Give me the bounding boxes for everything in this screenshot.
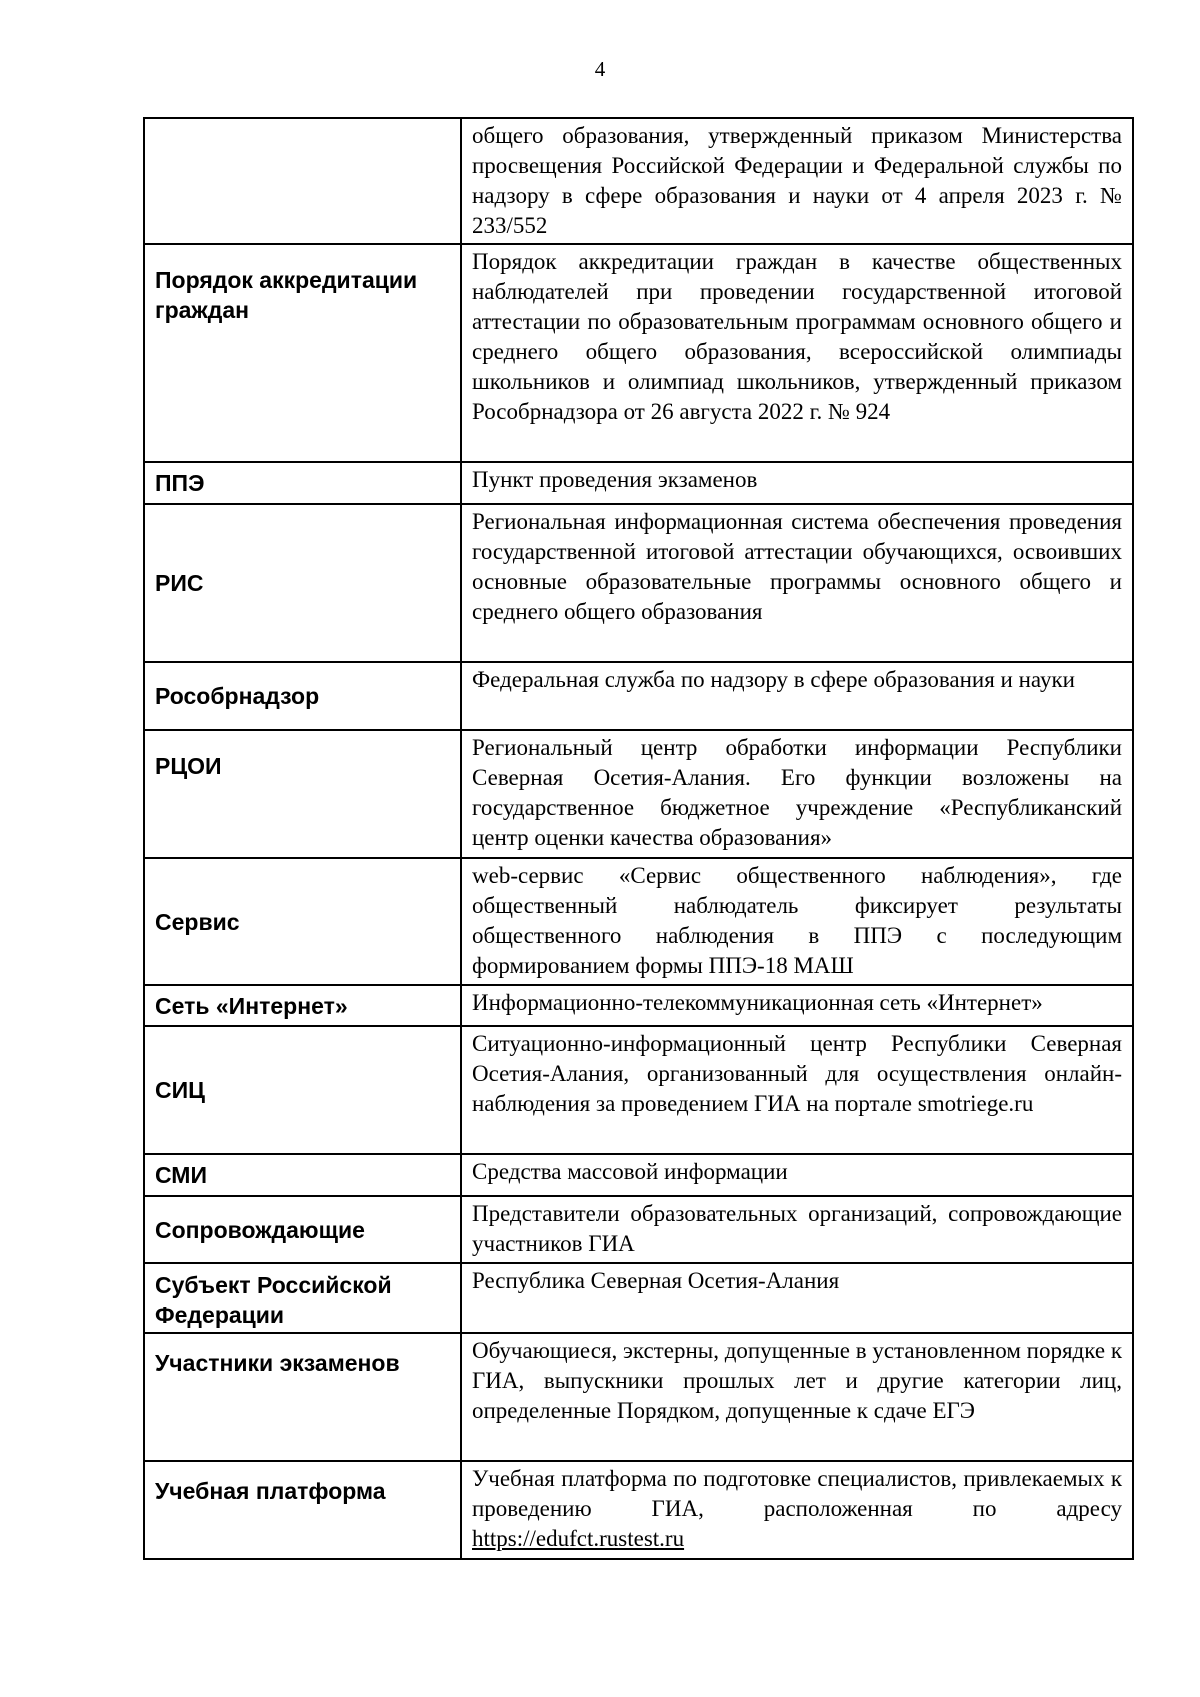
term: РИС bbox=[155, 570, 204, 596]
table-row bbox=[144, 662, 1133, 730]
term: Участники экзаменов bbox=[155, 1350, 400, 1376]
definition-cell bbox=[461, 1196, 1133, 1263]
term-cell bbox=[144, 504, 461, 662]
table-row bbox=[144, 462, 1133, 504]
definition: Федеральная служба по надзору в сфере образования и науки bbox=[472, 667, 1075, 692]
definition-cell bbox=[461, 1461, 1133, 1559]
definition: Порядок аккредитации граждан в качестве общественных наблюдателей при проведении государственной итоговой аттестации по образовательным программам основного общего и среднего общего образования, всероссийской олимпиады школьников и олимпиад школьников, утвержденный приказом Рособрнадзора от 26 августа 2022 г. № 924 bbox=[472, 249, 1122, 424]
term-cell bbox=[144, 1154, 461, 1196]
term-cell bbox=[144, 244, 461, 462]
term-cell bbox=[144, 1461, 461, 1559]
term-cell bbox=[144, 118, 461, 244]
table-row bbox=[144, 985, 1133, 1026]
definition: Средства массовой информации bbox=[472, 1159, 788, 1184]
term-cell bbox=[144, 858, 461, 985]
definition: Региональная информационная система обеспечения проведения государственной итоговой аттестации обучающихся, освоивших основные образовательные программы основного общего и среднего общего образования bbox=[472, 509, 1122, 624]
definition: общего образования, утвержденный приказом Министерства просвещения Российской Федерации и Федеральной службы по надзору в сфере образования и науки от 4 апреля 2023 г. № 233/552 bbox=[472, 123, 1122, 238]
term: Порядок аккредитации граждан bbox=[155, 267, 418, 323]
term: СМИ bbox=[155, 1162, 207, 1188]
term-cell bbox=[144, 462, 461, 504]
definition-cell bbox=[461, 118, 1133, 244]
definition-cell bbox=[461, 1263, 1133, 1333]
definition: Пункт проведения экзаменов bbox=[472, 467, 758, 492]
term: ППЭ bbox=[155, 470, 205, 496]
definition: Региональный центр обработки информации Республики Северная Осетия-Алания. Его функции возложены на государственное бюджетное учреждение «Республиканский центр оценки качества образования» bbox=[472, 735, 1122, 850]
table-row bbox=[144, 1154, 1133, 1196]
glossary-table bbox=[143, 117, 1134, 1560]
table-row bbox=[144, 504, 1133, 662]
definition-cell bbox=[461, 504, 1133, 662]
definition: web-сервис «Сервис общественного наблюдения», где общественный наблюдатель фиксирует результаты общественного наблюдения в ППЭ с последующим формированием формы ППЭ-18 МАШ bbox=[472, 863, 1122, 978]
definition-cell bbox=[461, 1026, 1133, 1154]
term-cell bbox=[144, 730, 461, 858]
table-row bbox=[144, 244, 1133, 462]
definition-cell bbox=[461, 985, 1133, 1026]
term: Рособрнадзор bbox=[155, 683, 320, 709]
definition-cell bbox=[461, 858, 1133, 985]
definition-text: Учебная платформа по подготовке специалистов, привлекаемых к проведению ГИА, расположенная по адресу bbox=[472, 1466, 1122, 1521]
platform-link[interactable]: https://edufct.rustest.ru bbox=[472, 1526, 685, 1551]
definition-cell bbox=[461, 662, 1133, 730]
table-row bbox=[144, 1263, 1133, 1333]
page-number: 4 bbox=[594, 57, 606, 81]
term: Учебная платформа bbox=[155, 1478, 386, 1504]
definition-cell bbox=[461, 244, 1133, 462]
definition-cell bbox=[461, 1333, 1133, 1461]
definition: Обучающиеся, экстерны, допущенные в установленном порядке к ГИА, выпускники прошлых лет и другие категории лиц, определенные Порядком, допущенные к сдаче ЕГЭ bbox=[472, 1338, 1122, 1423]
term: РЦОИ bbox=[155, 753, 222, 779]
table-row bbox=[144, 1026, 1133, 1154]
definition: Представители образовательных организаций, сопровождающие участников ГИА bbox=[472, 1201, 1122, 1256]
term-cell bbox=[144, 1333, 461, 1461]
definition: Республика Северная Осетия-Алания bbox=[472, 1268, 840, 1293]
term-cell bbox=[144, 1196, 461, 1263]
term-cell bbox=[144, 985, 461, 1026]
table-row bbox=[144, 1196, 1133, 1263]
table-row bbox=[144, 858, 1133, 985]
table-row bbox=[144, 1333, 1133, 1461]
definition-cell bbox=[461, 462, 1133, 504]
table-row bbox=[144, 118, 1133, 244]
definition: Информационно-телекоммуникационная сеть «Интернет» bbox=[472, 990, 1043, 1015]
term: Сервис bbox=[155, 908, 240, 935]
table-row bbox=[144, 1461, 1133, 1559]
definition bbox=[472, 1464, 1122, 1554]
term: Сеть «Интернет» bbox=[155, 992, 348, 1019]
term-cell bbox=[144, 1263, 461, 1333]
term-cell bbox=[144, 1026, 461, 1154]
term: Субъект Российской Федерации bbox=[155, 1272, 392, 1328]
term: Сопровождающие bbox=[155, 1216, 365, 1243]
definition-cell bbox=[461, 1154, 1133, 1196]
term-cell bbox=[144, 662, 461, 730]
definition: Ситуационно-информационный центр Республики Северная Осетия-Алания, организованный для осуществления онлайн- наблюдения за проведением ГИА на портале smotriege.ru bbox=[472, 1031, 1122, 1116]
term: СИЦ bbox=[155, 1077, 205, 1103]
table-row bbox=[144, 730, 1133, 858]
definition-cell bbox=[461, 730, 1133, 858]
